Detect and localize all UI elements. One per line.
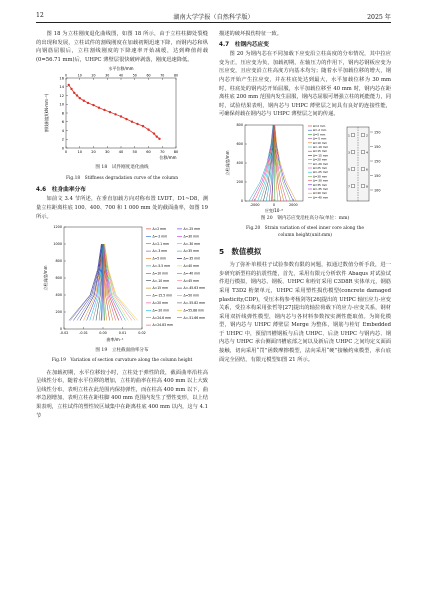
figure-18-caption-en: Fig.18 Stiffness degradation curve of the column — [65, 175, 179, 181]
legend-label: Δ=30 mm — [183, 234, 200, 239]
x-tick-label: -2000 — [249, 202, 260, 207]
top-tick-label: 30 — [105, 73, 110, 78]
dimension-label: 150 — [374, 159, 381, 164]
data-point — [131, 121, 133, 123]
x-tick-label: 0 — [64, 150, 68, 155]
x-tick-label: 30 — [104, 150, 110, 155]
strain-gauge-marker — [361, 184, 364, 187]
data-point — [156, 136, 158, 138]
legend-label: Δ=10 mm — [152, 271, 169, 276]
page-number: 12 — [36, 12, 44, 19]
y-axis-label: 立柱高度/mm — [225, 150, 230, 176]
legend-label: Δ=2.1 mm — [152, 241, 170, 246]
header-year: 2025 年 — [367, 14, 391, 21]
data-point — [79, 97, 81, 99]
x-tick-label: 60 — [146, 150, 151, 155]
dimension-label: 150 — [374, 173, 381, 178]
y-tick-label: 4 — [61, 129, 64, 134]
y-tick-label: 600 — [236, 142, 243, 147]
x-tick-label: -0.02 — [59, 331, 69, 336]
legend-label: Δ=15 mm — [313, 149, 328, 154]
legend-label: Δ=35 mm — [313, 182, 328, 187]
data-point — [76, 95, 78, 97]
legend-label: Δ=-15 mm — [313, 153, 329, 158]
x-axis-top-title: 水平位移/mm — [108, 66, 134, 72]
y-axis-label: 割线刚度/(kN·mm⁻¹) — [44, 94, 49, 133]
legend-label: Δ=-30 mm — [313, 178, 329, 183]
y-tick-label: 200 — [55, 310, 62, 315]
data-point — [125, 118, 127, 120]
legend-label: Δ=-40 mm — [313, 195, 329, 200]
figure-20-caption-en-line1: Fig.20 Strain variation of steel inner core along the — [246, 226, 364, 232]
data-point — [70, 88, 72, 90]
x-tick-label: 80 — [173, 150, 179, 155]
strain-gauge-marker — [361, 167, 364, 170]
legend-label: Δ=-51.66 mm — [183, 315, 206, 320]
strain-gauge-marker — [351, 184, 354, 187]
data-point — [87, 102, 89, 104]
paragraph: 如前文 3.4 节所述，在垂直加载方向对称布置 LVDT，D1~D8，测量立柱距离柱底 100、400、700 和 1 000 mm 处的截面曲率，如图 19 所示。 — [36, 196, 208, 220]
y-tick-label: 8 — [61, 111, 64, 116]
gauge-number: 1 — [348, 133, 350, 138]
legend-label: Δ=5 mm — [313, 132, 326, 137]
legend-label: Δ=24.6 mm — [152, 315, 172, 320]
x-tick-label: 0.02 — [138, 331, 146, 336]
top-tick-label: 60 — [146, 73, 151, 78]
gauge-number: 5 — [348, 167, 350, 172]
x-tick-label: 0 — [272, 202, 276, 207]
figure-19-curvature-chart — [36, 221, 208, 347]
data-point — [120, 116, 122, 118]
legend-label: Δ=45 mm — [183, 278, 200, 283]
data-point — [92, 104, 94, 106]
x-tick-label: 2000 — [289, 202, 298, 207]
legend-label: Δ=20 mm — [152, 301, 169, 306]
legend-label: Δ=15 mm — [152, 286, 169, 291]
data-point — [136, 123, 138, 125]
y-tick-label: 1000 — [53, 242, 62, 247]
x-axis-label: 位移/mm — [159, 155, 177, 161]
paragraph: 图 18 为立柱刚度退化曲线图，如图 18 所示，由于立柱柱脚处裂缝的出现和发展，立柱试件的割线刚度在加载初期迅速下降，而钢内芯和纵向钢筋屈服后，立柱割线刚度的下降速率开始减缓，达到峰值荷载(0=56.71 mm)后，UHPC 薄壁层很快破碎剥落，刚度迅速降低。 — [36, 31, 208, 63]
legend-label: Δ=-3 mm — [152, 249, 168, 254]
strain-gauge-marker — [361, 133, 364, 136]
legend-label: Δ=-35 mm — [183, 256, 201, 261]
section-5-title: 5 数值模拟 — [219, 246, 262, 256]
figure-20-caption-cn: 图 20 钢内芯应变沿柱高分布(单位：mm) — [260, 215, 350, 221]
legend-label: Δ=20 mm — [313, 157, 328, 162]
gauge-number: 4 — [366, 150, 368, 155]
legend-label: Δ=-45.63 mm — [183, 286, 206, 291]
data-point — [73, 92, 75, 94]
legend-label: Δ=-20 mm — [152, 308, 170, 313]
legend-label: Δ=-10 mm — [313, 144, 329, 149]
y-tick-label: 0 — [240, 199, 243, 204]
figure-18-stiffness-chart — [36, 64, 208, 164]
x-tick-label: 40 — [118, 150, 124, 155]
y-tick-label: 400 — [236, 161, 243, 166]
dimension-label: 150 — [374, 130, 381, 135]
data-point — [158, 138, 160, 140]
strain-gauge-marker — [351, 167, 354, 170]
y-tick-label: 10 — [59, 102, 64, 107]
legend-label: Δ=-35 mm — [313, 186, 329, 191]
y-tick-label: 16 — [59, 76, 64, 81]
y-tick-label: 0 — [61, 146, 64, 151]
y-tick-label: 600 — [55, 276, 62, 281]
x-tick-label: -0.01 — [79, 331, 88, 336]
legend-label: Δ=-30 mm — [183, 241, 201, 246]
paragraph: 描述的破坏损伤特征一致。 — [219, 31, 282, 37]
section-4-7-title: 4.7 柱钢内芯应变 — [219, 41, 269, 48]
top-tick-label: 0 — [64, 73, 68, 78]
top-tick-label: 50 — [132, 73, 137, 78]
x-tick-label: 0.01 — [118, 331, 127, 336]
y-tick-label: 200 — [236, 180, 243, 185]
legend-label: Δ=-20 mm — [313, 161, 329, 166]
legend-label: Δ=24.83 mm — [152, 323, 174, 328]
top-tick-label: 10 — [77, 73, 82, 78]
data-point — [98, 107, 100, 109]
y-tick-label: 6 — [61, 120, 64, 125]
figure-20-caption-en-line2: column height(unit:mm) — [277, 233, 332, 239]
y-tick-label: 12 — [59, 94, 64, 99]
left-column — [36, 30, 208, 420]
dimension-label: 100 — [374, 188, 381, 193]
data-point — [83, 100, 85, 102]
x-tick-label: 20 — [91, 150, 96, 155]
top-tick-label: 20 — [91, 73, 96, 78]
legend-label: Δ=-5.5 mm — [152, 264, 171, 269]
legend-label: Δ=40 mm — [313, 191, 328, 196]
y-tick-label: 400 — [55, 293, 62, 298]
data-point — [153, 133, 155, 135]
legend-label: Δ=50 mm — [183, 293, 200, 298]
legend-label: Δ=2 mm — [313, 123, 326, 128]
y-tick-label: 800 — [55, 259, 62, 264]
y-tick-label: 2 — [61, 137, 64, 142]
data-point — [103, 109, 105, 111]
gauge-number: 3 — [348, 150, 350, 155]
figure-20-strain-chart — [219, 119, 391, 215]
legend-label: Δ=-40 mm — [183, 271, 201, 276]
gauge-number: 7 — [348, 184, 350, 189]
strain-gauge-marker — [361, 150, 364, 153]
right-column — [219, 30, 391, 364]
legend-label: Δ=40 mm — [183, 264, 200, 269]
legend-label: Δ=-5 mm — [313, 136, 327, 141]
top-tick-label: 70 — [160, 73, 165, 78]
legend-label: Δ=30 mm — [313, 174, 328, 179]
data-point — [109, 111, 111, 113]
legend-label: Δ=-2 mm — [313, 128, 327, 133]
legend-label: Δ=-2 mm — [152, 234, 168, 239]
top-tick-label: 80 — [173, 73, 179, 78]
legend-label: Δ=10 mm — [313, 140, 328, 145]
x-tick-label: 10 — [77, 150, 83, 155]
y-axis-label: 立柱高度/mm — [43, 265, 48, 291]
y-tick-label: 800 — [236, 123, 243, 128]
journal-name: 湖南大学学报（自然科学版） — [173, 14, 254, 21]
paragraph: 图 20 为钢内芯在不同加载下应变沿立柱高度的分布情况，其中拉应变为正，压应变为负，加载初期，在轴压力的作用下，钢内芯钢板应变为压应变，且应变沿立柱高度方向基本均匀；随着水平加载位移的增大，钢内芯开始产生拉应变，并在柱底处达到最大，水平加载位移为 30 mm 时，柱底处的钢内芯开始屈服，水平加载位移至 40 mm 时，钢内芯在距离柱底 200 mm 范围内发生屈服，钢内芯屈服可增强立柱的耗能能力，同时，试验结果表明，钢内芯与 UHPC 薄壁层之间具有良好的连接性能，可确保荷载在钢内芯与 UHPC 薄壁层之间的传递。 — [219, 51, 391, 118]
legend-label: Δ=-25 mm — [183, 227, 201, 232]
strain-gauge-marker — [351, 150, 354, 153]
data-point — [114, 113, 116, 115]
gauge-number: 8 — [366, 184, 368, 189]
legend-label: Δ=-15.5 mm — [152, 293, 173, 298]
figure-19-caption-en: Fig.19 Variation of section curvature along the column height — [51, 358, 193, 364]
dimension-label: 150 — [374, 144, 381, 149]
data-point — [142, 125, 144, 127]
gauge-number: 6 — [366, 167, 368, 172]
gauge-number: 2 — [366, 133, 368, 138]
figure-19-caption-cn: 图 19 立柱截面曲率分布 — [95, 348, 149, 354]
legend-label: Δ=5 mm — [152, 256, 167, 261]
x-tick-label: 70 — [159, 150, 165, 155]
legend-label: Δ=2 mm — [152, 227, 167, 232]
running-header — [36, 8, 391, 23]
paragraph: 为了弥补单根柱子试验参数有限的问题，拟通过数值分析手段，进一步研究新型柱的抗震性能，首先，采用有限元分析软件 Abaqus 对试验试件进行模拟，钢内芯、钢板、UHPC 和栓钉采用 C3D8R 实体单元，钢筋采用 T3D2 桁架单元，UHPC 采用塑性损伤模型(concrete damaged plasticity,CDP)，受压本构参考杨剑等[26]提出的 UHPC 轴压应力-应变关系，受拉本构采用张哲等[27]提出的轴拉荷载下的应力-应变关系，钢材采用双折线弹性模型，钢内芯与各材料参数按实测性能取值。为简化模型，钢内芯与 UHPC 薄壁层 Merge 为整体，钢筋与栓钉 Embedded 于 UHPC 中，预留凹槽钢板与后浇 UHPC、后浇 UHPC 与钢内芯、钢内芯与 UHPC 承台侧面凹槽底部之间以及新后浇 UHPC 之间均定义面面接触，切向采用“罚”函数摩擦模型，法向采用“硬”接触约束模型，承台底面完全固结，有限元模型如图 21 所示。 — [219, 262, 391, 363]
legend-label: Δ=35 mm — [183, 249, 200, 254]
x-tick-label: 50 — [132, 150, 138, 155]
strain-gauge-marker — [351, 133, 354, 136]
legend-label: Δ=55.88 mm — [183, 308, 205, 313]
legend-label: Δ=-55.82 mm — [183, 301, 206, 306]
y-tick-label: 0 — [59, 327, 62, 332]
x-axis-label: 应变/10⁻⁶ — [264, 207, 284, 213]
paragraph: 在加载初期，水平位移较小时，立柱处于弹性阶段，截面曲率沿柱高呈线性分布，随着水平位移的增加，立柱的曲率在柱高 400 mm 以上大致呈线性分布，表明立柱在此范围内保持弹性，而在柱高 400 mm 以下，曲率急剧增加，表明立柱在距柱脚 400 mm 范围内发生了塑性变形，以上结果表明，立柱试件的塑性铰区域集中在距离柱底 400 mm 以内，这与 4.1 节 — [36, 369, 208, 419]
legend-label: Δ=25 mm — [313, 165, 328, 170]
x-tick-label: 0.00 — [99, 331, 107, 336]
section-4-6-title: 4.6 柱身曲率分布 — [36, 186, 86, 193]
data-point — [147, 129, 149, 131]
data-point — [68, 84, 70, 86]
y-tick-label: 14 — [59, 85, 64, 90]
top-tick-label: 40 — [118, 73, 124, 78]
legend-label: Δ=-10 mm — [152, 278, 170, 283]
plot-frame — [66, 78, 176, 148]
legend-label: Δ=-25 mm — [313, 170, 329, 175]
y-tick-label: 1200 — [53, 225, 62, 230]
figure-18-caption-cn: 图 18 试件刚度退化曲线 — [95, 165, 149, 171]
x-axis-label: 曲率/m⁻¹ — [106, 337, 124, 343]
